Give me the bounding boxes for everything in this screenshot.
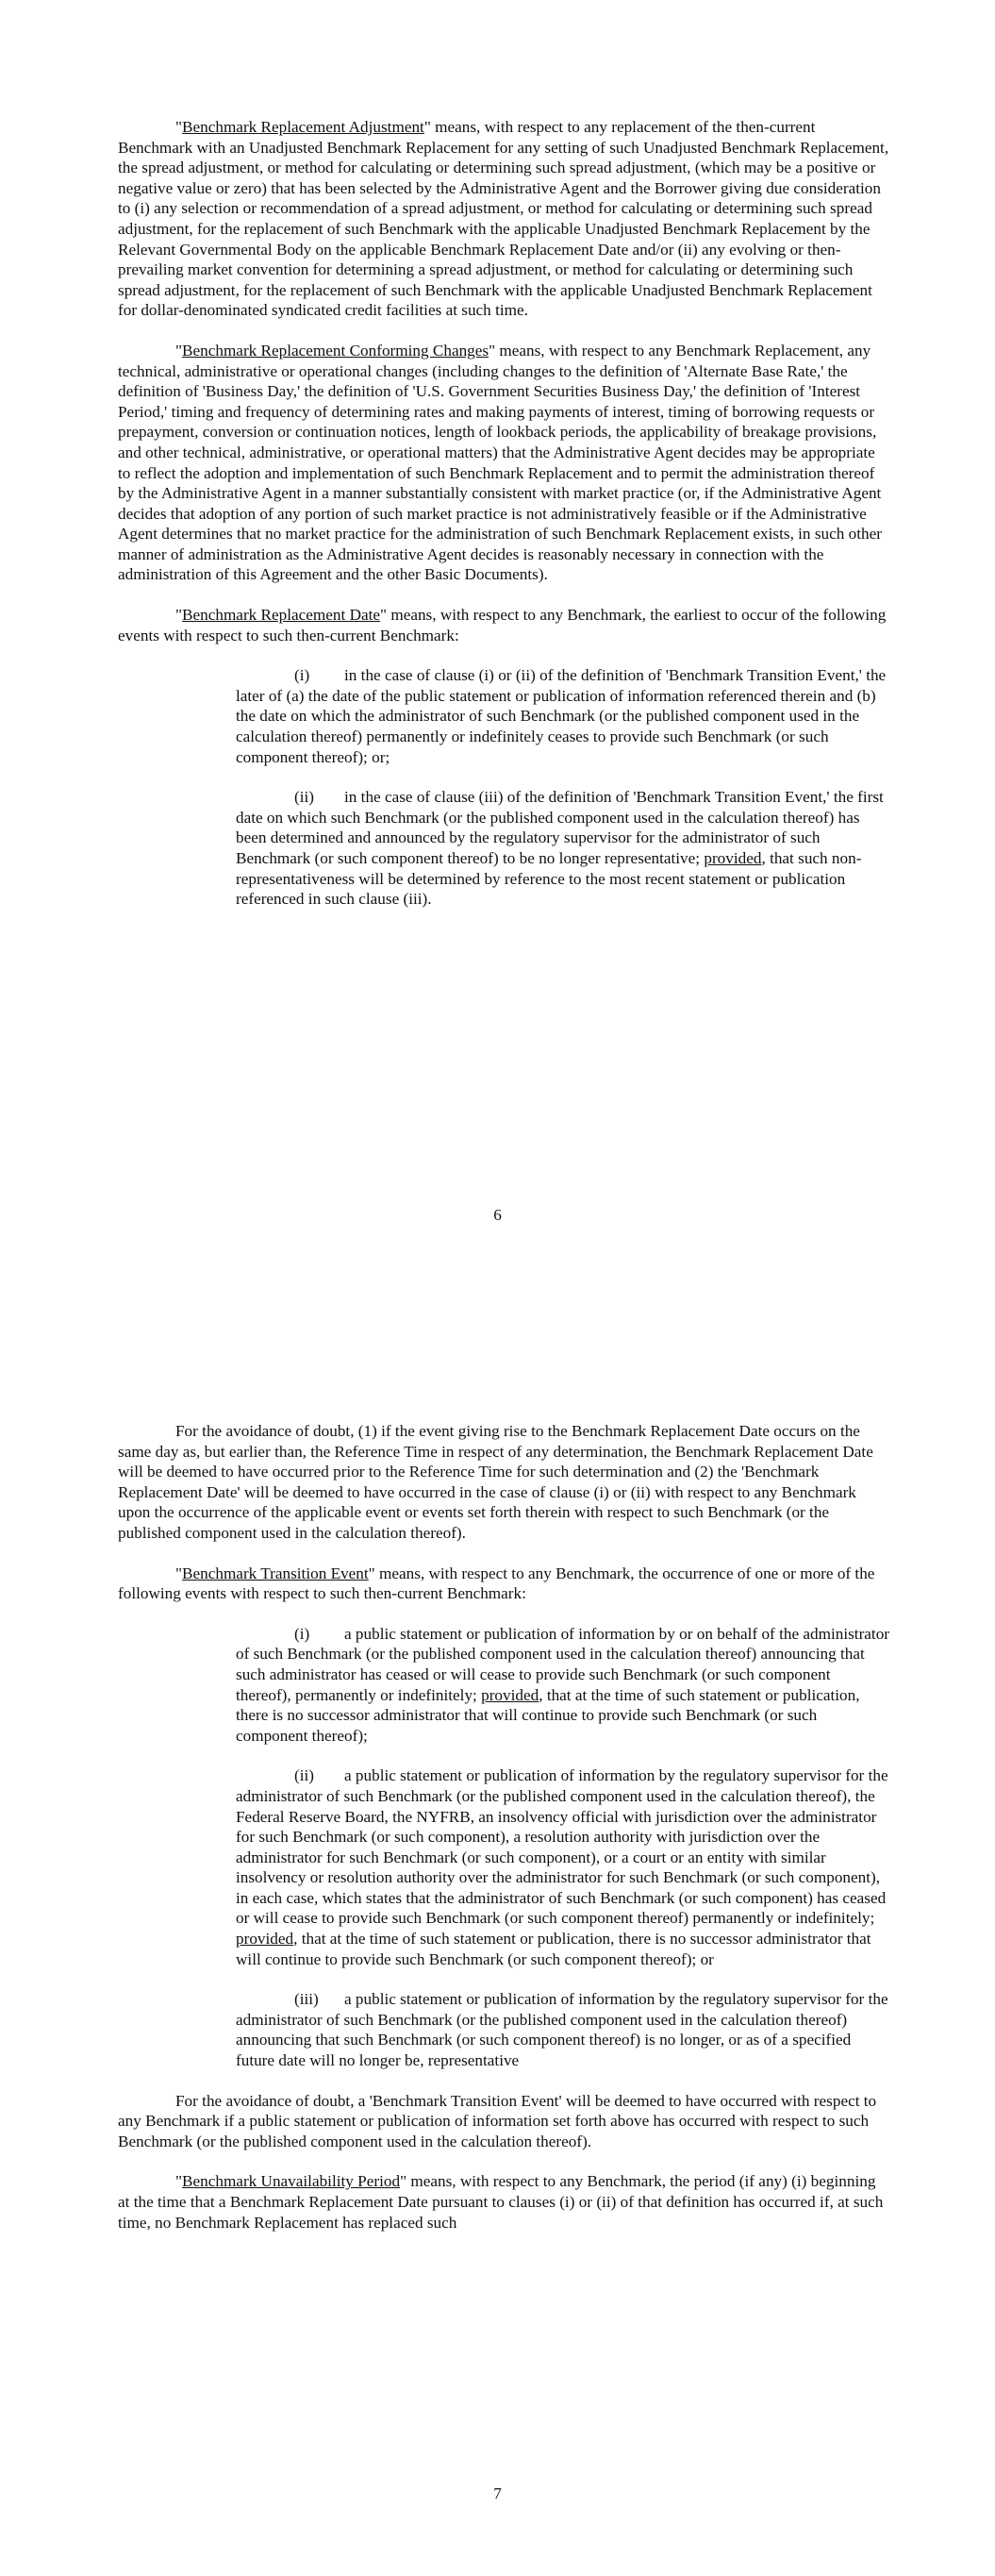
defined-term: Benchmark Transition Event xyxy=(182,1564,369,1582)
definition-benchmark-replacement-date xyxy=(118,605,889,645)
definition-benchmark-transition-event xyxy=(118,1564,889,1604)
definition-benchmark-replacement-conforming-changes xyxy=(118,341,889,585)
avoidance-of-doubt-paragraph: For the avoidance of doubt, (1) if the event giving rise to the Benchmark Replacement Date occurs on the same day as, but earlier than, the Reference Time in respect of any determination, the Benchmark Replacement Date will be deemed to have occurred prior to the Reference Time for such determination and (2) the 'Benchmark Replacement Date' will be deemed to have occurred in the case of clause (i) or (ii) with respect to any Benchmark upon the occurrence of the applicable event or events set forth therein with respect to such Benchmark (or the published component used in the calculation thereof). xyxy=(118,1422,873,1542)
proviso-term: provided xyxy=(704,849,762,867)
avoidance-of-doubt-paragraph: For the avoidance of doubt, a 'Benchmark Transition Event' will be deemed to have occurred with respect to any Benchmark if a public statement or publication of information set forth above has occurred with respect to such Benchmark (or the published component used in the calculation thereof). xyxy=(118,2091,877,2150)
clause-text: in the case of clause (iii) of the definition of 'Benchmark Transition Event,' the first date on which such Benchmark (or the published component used in the calculation thereof) has been determined and announced by the regulatory supervisor for the administrator of such Benchmark (or such component thereof) to be no longer representative; xyxy=(236,788,884,867)
page-number: 6 xyxy=(493,1206,502,1224)
definition-benchmark-replacement-adjustment xyxy=(118,117,889,321)
definition-text: " means, with respect to any replacement of the then-current Benchmark with an Unadjusted Benchmark Replacement for any setting of such Unadjusted Benchmark Replacement, the spread adjustment, or method for calculating or determining such spread adjustment, (which may be a positive or negative value or zero) that has been selected by the Administrative Agent and the Borrower giving due consideration to (i) any selection or recommendation of a spread adjustment, or method for calculating or determining such spread adjustment, for the replacement of such Benchmark with the applicable Unadjusted Benchmark Replacement by the Relevant Governmental Body on the applicable Benchmark Replacement Date and/or (ii) any evolving or then-prevailing market convention for determining a spread adjustment, or method for calculating or determining such spread adjustment, for the replacement of such Benchmark with the applicable Unadjusted Benchmark Replacement for dollar-denominated syndicated credit facilities at such time. xyxy=(118,118,889,320)
defined-term: Benchmark Replacement Adjustment xyxy=(182,118,424,136)
clause-i xyxy=(118,665,889,767)
definition-text: " means, with respect to any Benchmark, the occurrence of one or more of the following events with respect to such then-current Benchmark: xyxy=(118,1564,875,1603)
page-body xyxy=(118,117,889,929)
clause-text: a public statement or publication of information by the regulatory supervisor for the administrator of such Benchmark (or the published component used in the calculation thereof) announcing that such Benchmark (or such component thereof) is no longer, or as of a specified future date will no longer be, representative xyxy=(236,1990,888,2070)
clause-iii xyxy=(118,1989,889,2070)
clause-number: (i) xyxy=(294,666,310,685)
open-quote: " xyxy=(175,118,183,136)
clause-ii xyxy=(118,1765,889,1969)
defined-term: Benchmark Replacement Date xyxy=(182,606,381,625)
document-page-7 xyxy=(0,1340,995,2576)
open-quote: " xyxy=(175,2172,183,2191)
defined-term: Benchmark Replacement Conforming Changes xyxy=(182,341,489,360)
clause-text: a public statement or publication of information by the regulatory supervisor for the administrator of such Benchmark (or the published component used in the calculation thereof), the Federal Reserve Board, the NYFRB, an insolvency official with jurisdiction over the administrator for such Benchmark (or such component), a resolution authority with jurisdiction over the administrator for such Benchmark (or such component), or a court or an entity with similar insolvency or resolution authority over the administrator for such Benchmark (or such component), in each case, which states that the administrator of such Benchmark (or such component) has ceased or will cease to provide such Benchmark (or such component thereof) permanently or indefinitely; xyxy=(236,1766,888,1928)
definition-text: " means, with respect to any Benchmark, the earliest to occur of the following events with respect to such then-current Benchmark: xyxy=(118,606,887,644)
clause-number: (i) xyxy=(294,1624,310,1643)
definition-benchmark-unavailability-period xyxy=(118,2171,889,2233)
clause-number: (ii) xyxy=(294,788,314,807)
clause-text: in the case of clause (i) or (ii) of the definition of 'Benchmark Transition Event,' the later of (a) the date of the public statement or publication of information referenced therein and (b) the date on which the administrator of such Benchmark (or the published component used in the calculation thereof) permanently or indefinitely ceases to provide such Benchmark (or such component thereof); or; xyxy=(236,666,887,766)
defined-term: Benchmark Unavailability Period xyxy=(182,2172,401,2191)
page-body xyxy=(118,1421,889,2252)
open-quote: " xyxy=(175,341,183,360)
clause-i xyxy=(118,1624,889,1747)
open-quote: " xyxy=(175,606,183,625)
open-quote: " xyxy=(175,1564,183,1582)
clause-text-continued: , that such non-representativeness will be determined by reference to the most recent statement or publication referenced in such clause (iii). xyxy=(236,849,862,909)
clause-number: (iii) xyxy=(294,1990,319,2009)
page-number: 7 xyxy=(493,2484,502,2502)
clause-text-continued: , that at the time of such statement or publication, there is no successor administrator that will continue to provide such Benchmark (or such component thereof); xyxy=(236,1685,860,1745)
definition-text: " means, with respect to any Benchmark, the period (if any) (i) beginning at the time that a Benchmark Replacement Date pursuant to clauses (i) or (ii) of that definition has occurred if, at such time, no Benchmark Replacement has replaced such xyxy=(118,2172,884,2232)
clause-text-continued: , that at the time of such statement or publication, there is no successor administrator that will continue to provide such Benchmark (or such component thereof); or xyxy=(236,1930,871,1968)
proviso-term: provided xyxy=(236,1930,294,1949)
definition-text: " means, with respect to any Benchmark Replacement, any technical, administrative or operational changes (including changes to the definition of 'Alternate Base Rate,' the definition of 'Business Day,' the definition of 'U.S. Government Securities Business Day,' the definition of 'Interest Period,' timing and frequency of determining rates and making payments of interest, timing of borrowing requests or prepayment, conversion or continuation notices, length of lookback periods, the applicability of breakage provisions, and other technical, administrative, or operational matters) that the Administrative Agent decides may be appropriate to reflect the adoption and implementation of such Benchmark Replacement and to permit the administration thereof by the Administrative Agent in a manner substantially consistent with market practice (or, if the Administrative Agent decides that adoption of any portion of such market practice is not administratively feasible or if the Administrative Agent determines that no market practice for the administration of such Benchmark Replacement exists, in such other manner of administration as the Administrative Agent decides is reasonably necessary in connection with the administration of this Agreement and the other Basic Documents). xyxy=(118,341,882,584)
proviso-term: provided xyxy=(481,1685,539,1704)
clause-ii xyxy=(118,787,889,910)
clause-number: (ii) xyxy=(294,1766,314,1785)
clause-text: a public statement or publication of information by or on behalf of the administrator of such Benchmark (or the published component used in the calculation thereof) announcing that such administrator has ceased or will cease to provide such Benchmark (or such component thereof), permanently or indefinitely; xyxy=(236,1624,890,1704)
